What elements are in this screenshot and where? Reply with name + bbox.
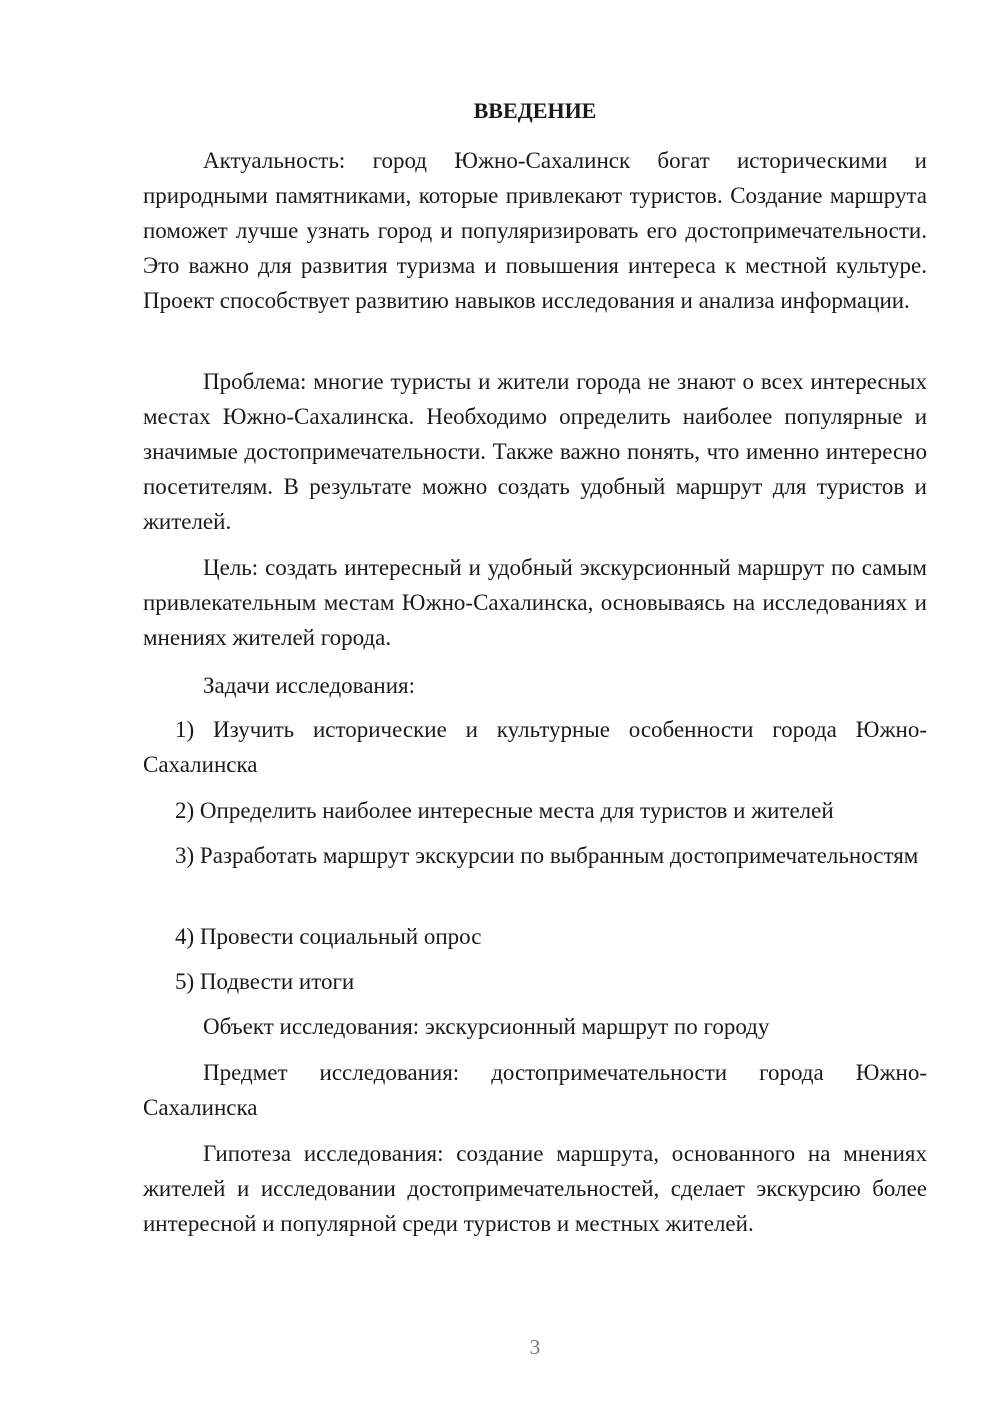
page-number: 3: [529, 1335, 541, 1359]
paragraph-subject: Предмет исследования: достопримечательности города Южно-Сахалинска: [143, 1060, 927, 1120]
page-title: ВВЕДЕНИЕ: [473, 98, 597, 123]
task-item-2: 2) Определить наиболее интересные места для туристов и жителей: [175, 798, 834, 823]
paragraph-object: Объект исследования: экскурсионный маршрут по городу: [203, 1014, 770, 1039]
paragraph-goal: Цель: создать интересный и удобный экскурсионный маршрут по самым привлекательным местам Южно-Сахалинска, основываясь на исследованиях и мнениях жителей города.: [143, 555, 927, 650]
paragraph-relevance: Актуальность: город Южно-Сахалинск богат историческими и природными памятниками, которые привлекают туристов. Создание маршрута поможет лучше узнать город и популяризировать его достопримечательности. Это важно для развития туризма и повышения интереса к местной культуре. Проект способствует развитию навыков исследования и анализа информации.: [143, 148, 927, 313]
task-item-1: 1) Изучить исторические и культурные особенности города Южно-Сахалинска: [143, 717, 927, 777]
paragraph-problem: Проблема: многие туристы и жители города не знают о всех интересных местах Южно-Сахалинска. Необходимо определить наиболее популярные и значимые достопримечательности. Также важно понять, что именно интересно посетителям. В результате можно создать удобный маршрут для туристов и жителей.: [143, 369, 927, 534]
paragraph-hypothesis: Гипотеза исследования: создание маршрута, основанного на мнениях жителей и исследовании достопримечательностей, сделает экскурсию более интересной и популярной среди туристов и местных жителей.: [143, 1141, 927, 1236]
task-item-4: 4) Провести социальный опрос: [175, 924, 482, 949]
task-item-5: 5) Подвести итоги: [175, 969, 355, 994]
task-item-3: 3) Разработать маршрут экскурсии по выбранным достопримечательностям: [175, 843, 919, 868]
tasks-title: Задачи исследования:: [203, 673, 416, 698]
